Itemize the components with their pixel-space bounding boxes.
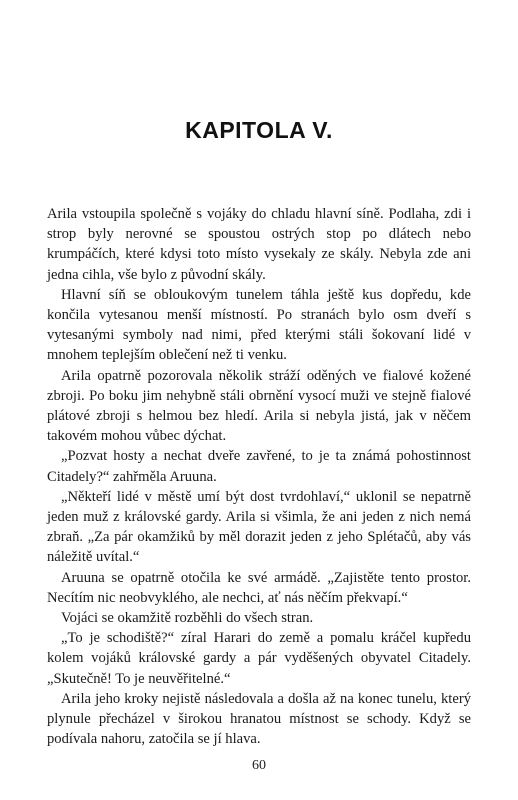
paragraph: Arila vstoupila společně s vojáky do chladu hlavní síně. Podlaha, zdi i strop byly nerovné se spoustou ostrých stop po dlátech nebo krumpáčích, které kdysi toto místo vysekaly ze skály. Nebyla zde ani jedna cihla, vše bylo z původní skály. xyxy=(47,206,471,283)
paragraph: Aruuna se opatrně otočila ke své armádě. „Zajistěte tento prostor. Necítím nic neobvyklého, ale nechci, ať nás něčím překvapí.“ xyxy=(47,569,471,606)
paragraph: „Pozvat hosty a nechat dveře zavřené, to je ta známá pohostinnost Citadely?“ zahřměla Aruuna. xyxy=(47,448,471,485)
paragraph: Arila opatrně pozorovala několik stráží oděných ve fialové kožené zbroji. Po boku jim nehybně stáli obrnění vysocí muži ve stejně fialové plátové zbroji s helmou bez hledí. Arila si nebyla jistá, jak v něčem takovém mohou vůbec dýchat. xyxy=(47,367,471,445)
paragraph: Hlavní síň se obloukovým tunelem táhla ještě kus dopředu, kde končila vytesanou menší místností. Po stranách bylo osm dveří s vytesanými symboly nad nimi, před kterými stáli šokovaní lidé v mnohem teplejším oblečení než ti venku. xyxy=(47,286,471,364)
page-number: 60 xyxy=(252,758,266,773)
chapter-title: KAPITOLA V. xyxy=(185,117,333,143)
paragraph: Vojáci se okamžitě rozběhli do všech stran. xyxy=(61,610,314,627)
paragraph: „Někteří lidé v městě umí být dost tvrdohlaví,“ uklonil se nepatrně jeden muž z královské gardy. Arila si všimla, že ani jeden z nich nemá zbraň. „Za pár okamžiků by měl dorazit jeden z jeho Splétačů, aby vás náležitě uvítal.“ xyxy=(47,488,471,566)
chapter-body xyxy=(47,204,471,749)
paragraph: Arila jeho kroky nejistě následovala a došla až na konec tunelu, který plynule přecházel v širokou hranatou místnost se schody. Když se podívala nahoru, zatočila se jí hlava. xyxy=(47,690,471,748)
paragraph: „To je schodiště?“ zíral Harari do země a pomalu kráčel kupředu kolem vojáků královské gardy a pár vyděšených obyvatel Citadely. „Skutečně! To je neuvěřitelné.“ xyxy=(47,630,471,687)
